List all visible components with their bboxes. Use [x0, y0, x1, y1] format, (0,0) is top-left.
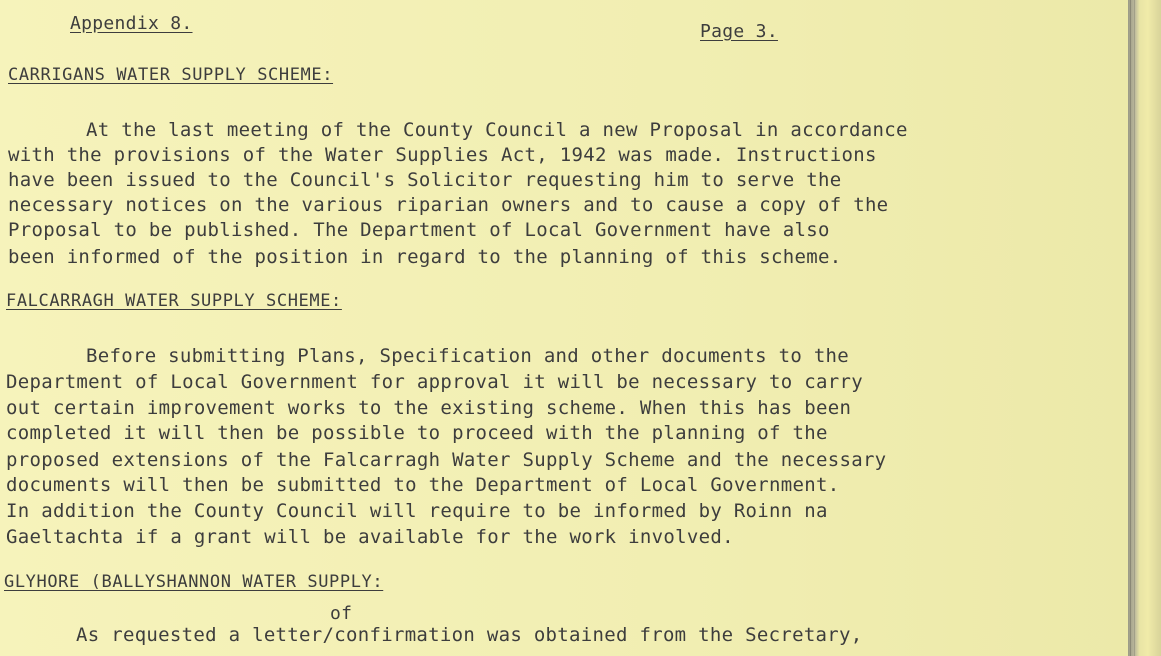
body-line: have been issued to the Council's Solicitor requesting him to serve the — [8, 169, 842, 191]
body-line: Department of Local Government for approval it will be necessary to carry — [6, 371, 863, 393]
body-line: necessary notices on the various riparian owners and to cause a copy of the — [8, 194, 889, 216]
body-line: completed it will then be possible to proceed with the planning of the — [6, 422, 828, 444]
body-line: In addition the County Council will require to be informed by Roinn na — [6, 500, 828, 522]
page-number: Page 3. — [700, 21, 778, 42]
body-line: Gaeltachta if a grant will be available for the work involved. — [6, 526, 734, 548]
appendix-label: Appendix 8. — [70, 13, 193, 34]
body-line: At the last meeting of the County Council a new Proposal in accordance — [86, 119, 908, 141]
body-line: Before submitting Plans, Specification and other documents to the — [86, 345, 850, 367]
body-line: with the provisions of the Water Supplies Act, 1942 was made. Instructions — [8, 144, 877, 166]
section-heading-falcarragh: FALCARRAGH WATER SUPPLY SCHEME: — [6, 291, 342, 311]
body-line: proposed extensions of the Falcarragh Water Supply Scheme and the necessary — [6, 449, 887, 471]
body-line: As requested a letter/confirmation was obtained from the Secretary, — [76, 624, 863, 646]
body-line: been informed of the position in regard to the planning of this scheme. — [8, 246, 842, 268]
body-line: out certain improvement works to the existing scheme. When this has been — [6, 397, 852, 419]
page-edge — [1128, 0, 1161, 656]
body-line: documents will then be submitted to the Department of Local Government. — [6, 474, 840, 496]
body-line: Proposal to be published. The Department of Local Government have also — [8, 219, 830, 241]
section-heading-carrigans: CARRIGANS WATER SUPPLY SCHEME: — [8, 65, 334, 85]
handwritten-insert: of — [330, 603, 353, 624]
section-heading-glyhore: GLYHORE (BALLYSHANNON WATER SUPPLY: — [4, 572, 384, 592]
